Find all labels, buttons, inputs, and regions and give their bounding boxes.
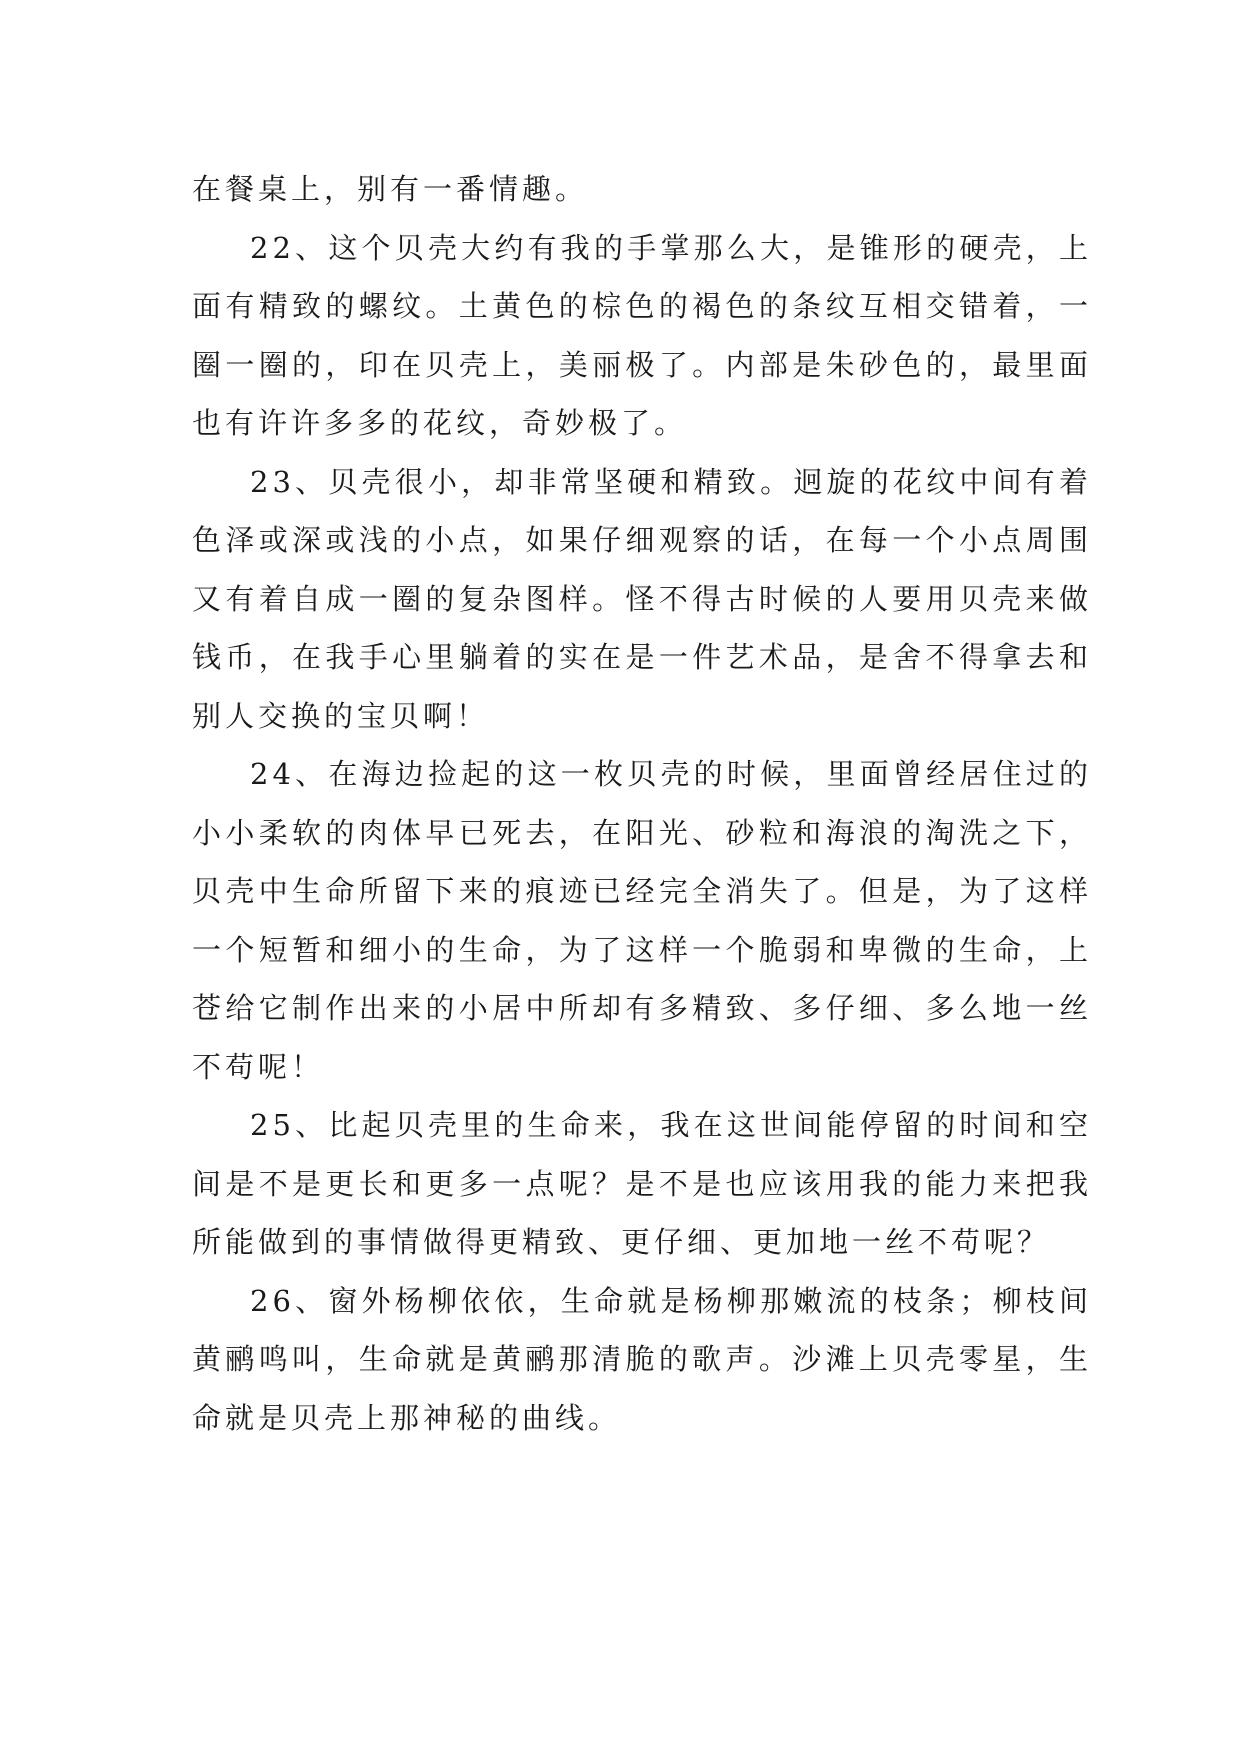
paragraph-24: 24、在海边捡起的这一枚贝壳的时候，里面曾经居住过的小小柔软的肉体早已死去，在阳光、砂粒和海浪的淘洗之下，贝壳中生命所留下来的痕迹已经完全消失了。但是，为了这样一个短暂和细小的生命，为了这样一个脆弱和卑微的生命，上苍给它制作出来的小居中所却有多精致、多仔细、多么地一丝不苟呢！ — [192, 757, 1092, 1084]
document-body — [192, 160, 1092, 1447]
paragraph-26: 26、窗外杨柳依依，生命就是杨柳那嫩流的枝条；柳枝间黄鹂鸣叫，生命就是黄鹂那清脆的歌声。沙滩上贝壳零星，生命就是贝壳上那神秘的曲线。 — [192, 1283, 1092, 1435]
paragraph-continuation: 在餐桌上，别有一番情趣。 — [192, 172, 589, 206]
paragraph-25: 25、比起贝壳里的生命来，我在这世间能停留的时间和空间是不是更长和更多一点呢？是不是也应该用我的能力来把我所能做到的事情做得更精致、更仔细、更加地一丝不苟呢？ — [192, 1108, 1092, 1259]
paragraph-23: 23、贝壳很小，却非常坚硬和精致。迥旋的花纹中间有着色泽或深或浅的小点，如果仔细观察的话，在每一个小点周围又有着自成一圈的复杂图样。怪不得古时候的人要用贝壳来做钱币，在我手心里躺着的实在是一件艺术品，是舍不得拿去和别人交换的宝贝啊！ — [192, 464, 1092, 733]
paragraph-22: 22、这个贝壳大约有我的手掌那么大，是锥形的硬壳，上面有精致的螺纹。土黄色的棕色的褐色的条纹互相交错着，一圈一圈的，印在贝壳上，美丽极了。内部是朱砂色的，最里面也有许许多多的花纹，奇妙极了。 — [192, 230, 1092, 440]
